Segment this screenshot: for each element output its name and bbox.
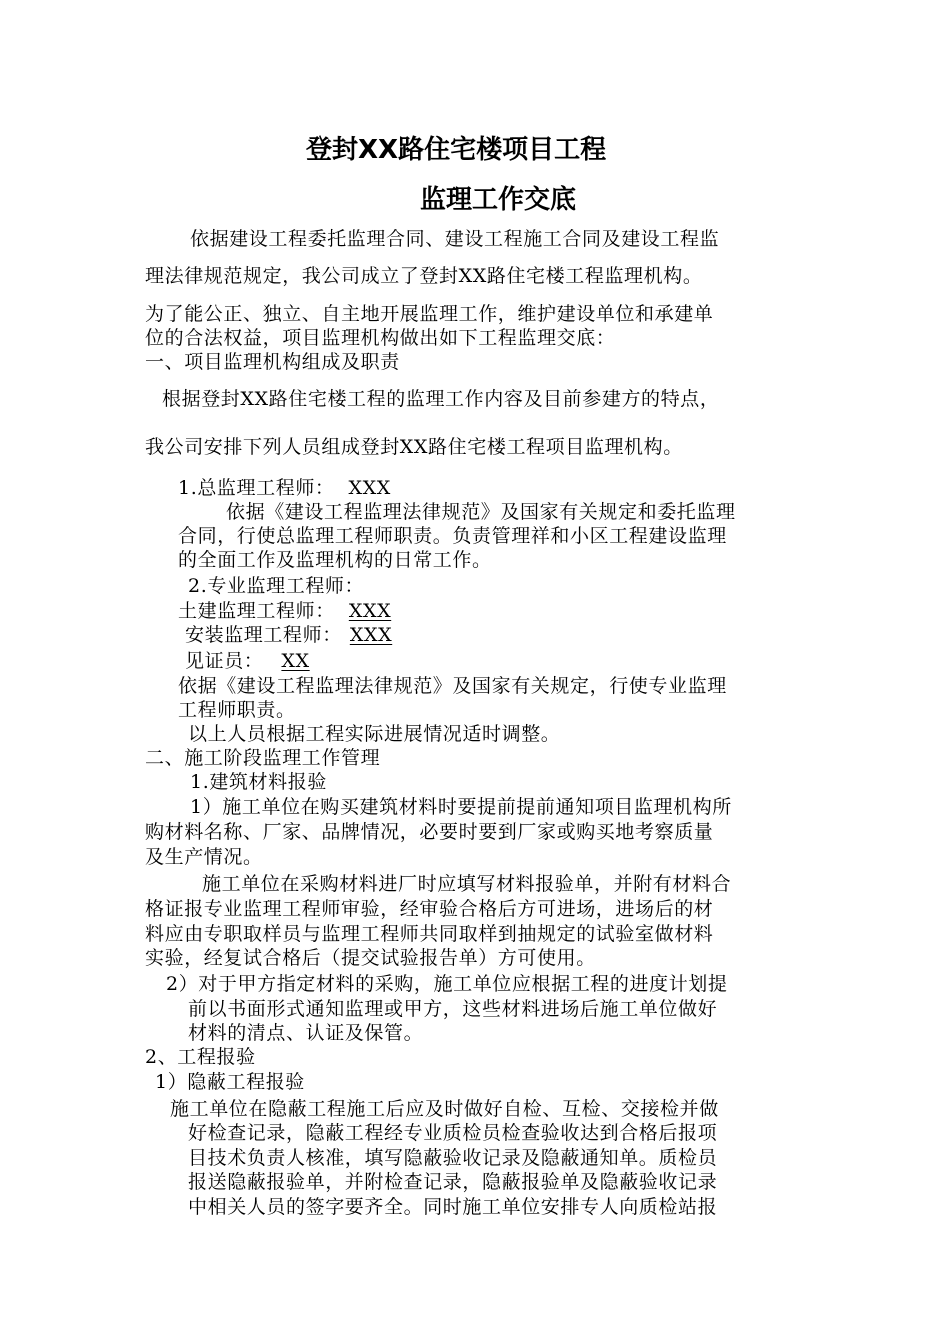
document-title: 登封XX路住宅楼项目工程: [306, 135, 607, 165]
item-line: 目技术负责人核准，填写隐蔽验收记录及隐蔽通知单。质检员: [188, 1147, 718, 1169]
item-heading: 1）隐蔽工程报验: [155, 1071, 305, 1093]
witness-row: [185, 649, 328, 673]
document-subtitle: 监理工作交底: [420, 185, 577, 215]
install-engineer-name: XXX: [349, 624, 393, 646]
item-line: 购材料名称、厂家、品牌情况，必要时要到厂家或购买地考察质量: [145, 821, 714, 843]
duty-line: 工程师职责。: [178, 699, 296, 721]
item-line: 实验，经复试合格后（提交试验报告单）方可使用。: [145, 947, 596, 969]
item-line: 前以书面形式通知监理或甲方，这些材料进场后施工单位做好: [188, 998, 718, 1020]
chief-engineer-name: XXX: [348, 477, 391, 499]
intro-line: 理法律规范规定，我公司成立了登封XX路住宅楼工程监理机构。: [145, 265, 703, 287]
duty-line: 合同，行使总监理工程师职责。负责管理祥和小区工程建设监理: [178, 525, 727, 547]
item-line: 材料的清点、认证及保管。: [188, 1022, 424, 1044]
civil-engineer-row: [178, 599, 409, 623]
item-line: 中相关人员的签字要齐全。同时施工单位安排专人向质检站报: [188, 1196, 718, 1218]
item-line: 及生产情况。: [145, 846, 263, 868]
intro-line: 为了能公正、独立、自主地开展监理工作，维护建设单位和承建单: [145, 303, 714, 325]
section-heading: 二、施工阶段监理工作管理: [145, 747, 381, 769]
witness-label: 见证员：: [185, 650, 264, 672]
civil-engineer-label: 土建监理工程师：: [178, 600, 335, 622]
subsection-heading: 2、工程报验: [145, 1046, 256, 1068]
chief-engineer-label: 1.总监理工程师：: [178, 477, 335, 499]
duty-line: 依据《建设工程监理法律规范》及国家有关规定，行使专业监理: [178, 675, 727, 697]
item-line: 报送隐蔽报验单，并附检查记录，隐蔽报验单及隐蔽验收记录: [188, 1171, 718, 1193]
note-line: 以上人员根据工程实际进展情况适时调整。: [188, 723, 561, 745]
subsection-heading: 1.建筑材料报验: [190, 771, 327, 793]
item-line: 施工单位在隐蔽工程施工后应及时做好自检、互检、交接检并做: [170, 1098, 719, 1120]
paragraph-line: 我公司安排下列人员组成登封XX路住宅楼工程项目监理机构。: [145, 436, 683, 458]
item-line: 施工单位在采购材料进厂时应填写材料报验单，并附有材料合: [202, 873, 732, 895]
section-heading: 一、项目监理机构组成及职责: [145, 351, 400, 373]
civil-engineer-name: XXX: [348, 600, 392, 622]
specialist-heading: 2.专业监理工程师：: [188, 575, 365, 597]
chief-engineer-row: [178, 476, 391, 500]
install-engineer-label: 安装监理工程师：: [185, 624, 342, 646]
item-line: 1）施工单位在购买建筑材料时要提前提前通知项目监理机构所: [190, 796, 732, 818]
duty-line: 的全面工作及监理机构的日常工作。: [178, 549, 492, 571]
paragraph-line: 根据登封XX路住宅楼工程的监理工作内容及目前参建方的特点，: [162, 388, 720, 410]
item-line: 格证报专业监理工程师审验，经审验合格后方可进场，进场后的材: [145, 898, 714, 920]
witness-name: XX: [281, 650, 310, 672]
duty-line: 依据《建设工程监理法律规范》及国家有关规定和委托监理: [226, 501, 736, 523]
item-line: 好检查记录，隐蔽工程经专业质检员检查验收达到合格后报项: [188, 1122, 718, 1144]
item-line: 料应由专职取样员与监理工程师共同取样到抽规定的试验室做材料: [145, 923, 714, 945]
item-line: 2）对于甲方指定材料的采购，施工单位应根据工程的进度计划提: [166, 973, 728, 995]
install-engineer-row: [185, 623, 410, 647]
intro-line: 位的合法权益，项目监理机构做出如下工程监理交底：: [145, 327, 616, 349]
intro-line: 依据建设工程委托监理合同、建设工程施工合同及建设工程监: [190, 228, 720, 250]
